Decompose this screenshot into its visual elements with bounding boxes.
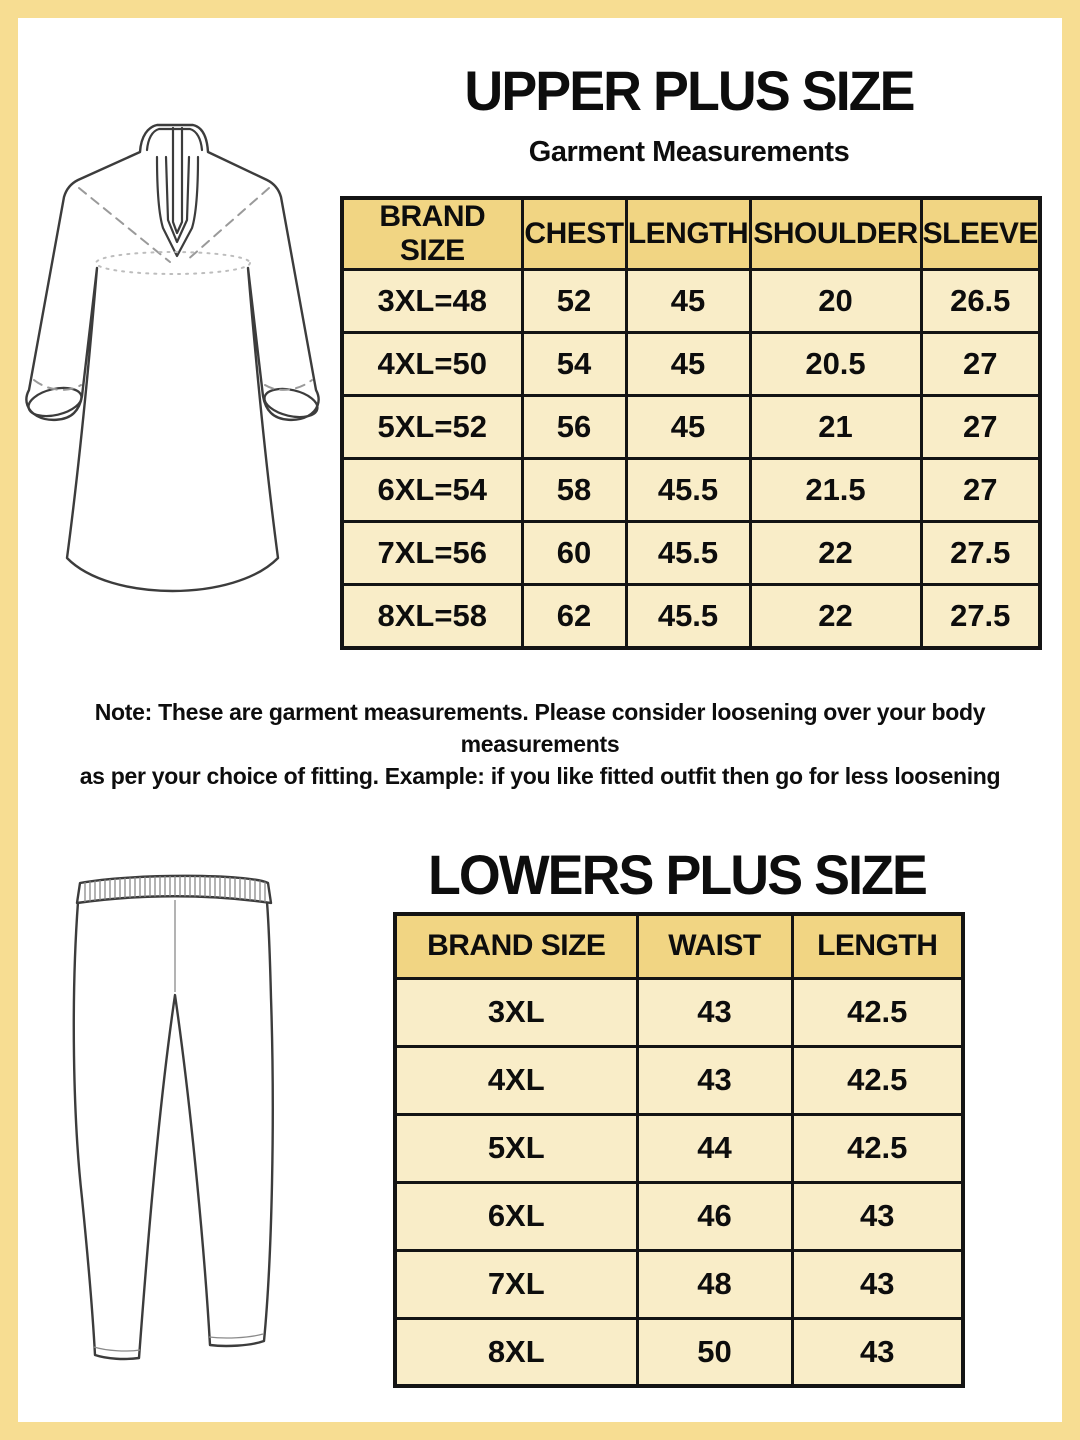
table-cell: 62 <box>522 585 626 648</box>
table-cell: 54 <box>522 333 626 396</box>
upper-size-table <box>340 196 1042 650</box>
header-cell: LENGTH <box>626 198 750 270</box>
table-cell: 43 <box>637 978 792 1046</box>
table-row <box>395 1182 963 1250</box>
table-row <box>342 333 1040 396</box>
header-cell: BRAND SIZE <box>395 914 637 978</box>
header-cell: CHEST <box>522 198 626 270</box>
table-cell: 5XL=52 <box>342 396 522 459</box>
table-row <box>342 522 1040 585</box>
kurta-illustration <box>20 100 340 660</box>
table-cell: 4XL <box>395 1046 637 1114</box>
table-cell: 52 <box>522 270 626 333</box>
table-cell: 3XL=48 <box>342 270 522 333</box>
table-cell: 42.5 <box>792 1046 963 1114</box>
note-line-1: Note: These are garment measurements. Please consider loosening over your body measurements <box>94 699 986 758</box>
table-cell: 42.5 <box>792 1114 963 1182</box>
table-cell: 45 <box>626 270 750 333</box>
table-cell: 43 <box>637 1046 792 1114</box>
header-row <box>395 914 963 978</box>
table-cell: 43 <box>792 1182 963 1250</box>
header-cell: WAIST <box>637 914 792 978</box>
table-cell: 26.5 <box>921 270 1040 333</box>
header-cell: LENGTH <box>792 914 963 978</box>
table-cell: 44 <box>637 1114 792 1182</box>
table-cell: 22 <box>750 585 921 648</box>
table-cell: 27.5 <box>921 585 1040 648</box>
lower-title: LOWERS PLUS SIZE <box>428 843 926 906</box>
table-cell: 20.5 <box>750 333 921 396</box>
table-cell: 8XL <box>395 1318 637 1386</box>
table-cell: 21 <box>750 396 921 459</box>
table-cell: 27 <box>921 396 1040 459</box>
table-row <box>395 1250 963 1318</box>
upper-subtitle: Garment Measurements <box>528 136 850 168</box>
table-row <box>395 1046 963 1114</box>
table-row <box>342 459 1040 522</box>
table-row <box>342 585 1040 648</box>
table-cell: 43 <box>792 1318 963 1386</box>
table-row <box>342 396 1040 459</box>
table-row <box>395 978 963 1046</box>
table-cell: 6XL <box>395 1182 637 1250</box>
table-cell: 20 <box>750 270 921 333</box>
table-cell: 7XL <box>395 1250 637 1318</box>
header-row <box>342 198 1040 270</box>
table-cell: 3XL <box>395 978 637 1046</box>
header-cell: BRAND SIZE <box>342 198 522 270</box>
table-cell: 48 <box>637 1250 792 1318</box>
table-cell: 6XL=54 <box>342 459 522 522</box>
table-cell: 45.5 <box>626 585 750 648</box>
table-cell: 50 <box>637 1318 792 1386</box>
pants-line-drawing-svg <box>35 858 355 1398</box>
measurement-note <box>60 696 1020 793</box>
table-cell: 45.5 <box>626 459 750 522</box>
pants-illustration <box>35 858 355 1398</box>
upper-title: UPPER PLUS SIZE <box>464 59 914 122</box>
table-cell: 21.5 <box>750 459 921 522</box>
table-cell: 22 <box>750 522 921 585</box>
table-row <box>395 1114 963 1182</box>
table-cell: 56 <box>522 396 626 459</box>
table-cell: 8XL=58 <box>342 585 522 648</box>
table-cell: 27.5 <box>921 522 1040 585</box>
table-cell: 45 <box>626 333 750 396</box>
table-cell: 45.5 <box>626 522 750 585</box>
table-cell: 27 <box>921 333 1040 396</box>
header-cell: SLEEVE <box>921 198 1040 270</box>
table-cell: 46 <box>637 1182 792 1250</box>
table-cell: 43 <box>792 1250 963 1318</box>
table-cell: 7XL=56 <box>342 522 522 585</box>
table-cell: 60 <box>522 522 626 585</box>
lower-size-table <box>393 912 965 1388</box>
table-cell: 42.5 <box>792 978 963 1046</box>
table-cell: 5XL <box>395 1114 637 1182</box>
table-cell: 45 <box>626 396 750 459</box>
table-row <box>342 270 1040 333</box>
table-row <box>395 1318 963 1386</box>
kurta-line-drawing-svg <box>20 100 340 660</box>
table-cell: 4XL=50 <box>342 333 522 396</box>
table-cell: 58 <box>522 459 626 522</box>
note-line-2: as per your choice of fitting. Example: if you like fitted outfit then go for less loosening <box>79 763 1001 790</box>
header-cell: SHOULDER <box>750 198 921 270</box>
table-cell: 27 <box>921 459 1040 522</box>
